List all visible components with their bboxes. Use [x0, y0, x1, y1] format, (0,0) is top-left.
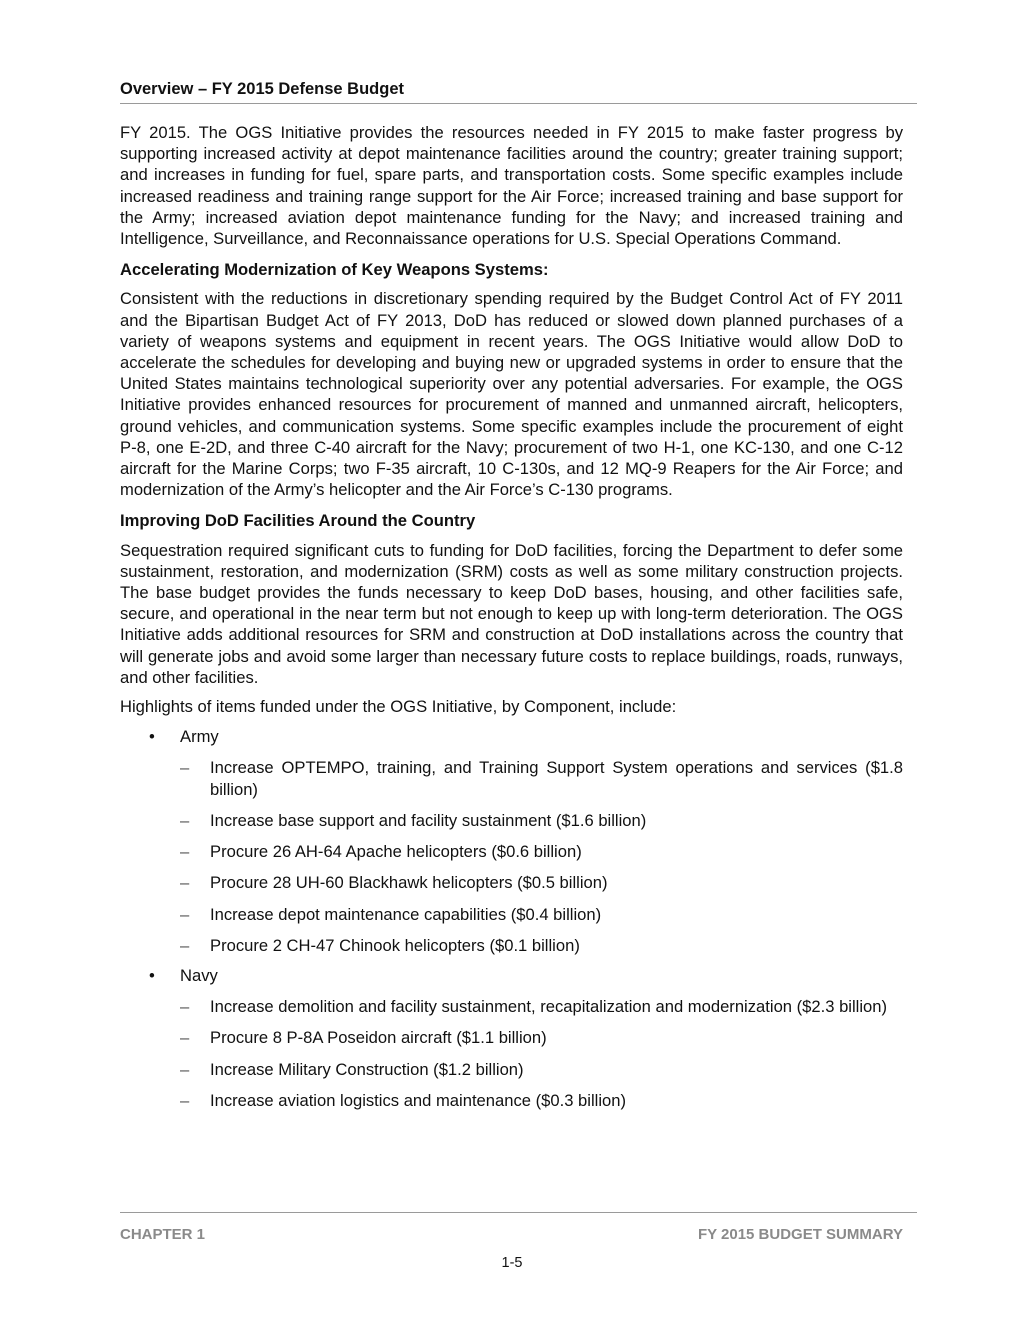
list-item-text: Procure 26 AH-64 Apache helicopters ($0.6 billion) — [210, 842, 582, 862]
list-item — [180, 810, 903, 831]
list-item — [180, 935, 903, 956]
dash-marker: – — [180, 1028, 190, 1048]
document-body — [120, 122, 903, 1111]
list-item — [180, 1027, 903, 1048]
intro-paragraph: FY 2015. The OGS Initiative provides the resources needed in FY 2015 to make faster progress by supporting increased activity at depot maintenance facilities around the country; greater training support; and increases in funding for fuel, spare parts, and transportation costs. Some specific examples include increased readiness and training range support for the Air Force; increased training and base support for the Army; increased aviation depot maintenance funding for the Navy; and increased training and Intelligence, Surveillance, and Reconnaissance operations for U.S. Special Operations Command. — [120, 123, 903, 249]
dash-marker: – — [180, 904, 190, 924]
list-item — [180, 841, 903, 862]
footer-chapter: CHAPTER 1 — [120, 1226, 206, 1243]
component-name: Army — [180, 727, 219, 747]
bullet-marker: • — [149, 965, 155, 985]
list-item — [180, 996, 903, 1017]
highlights-intro: Highlights of items funded under the OGS Initiative, by Component, include: — [120, 697, 677, 717]
dash-marker: – — [180, 1059, 190, 1079]
list-item-text: Increase depot maintenance capabilities ($0.4 billion) — [210, 904, 602, 924]
army-item-list — [180, 757, 903, 955]
footer-divider — [120, 1212, 917, 1213]
list-item — [180, 1090, 903, 1111]
component-item-army — [120, 726, 903, 956]
dash-marker: – — [180, 997, 190, 1017]
list-item-text: Procure 28 UH-60 Blackhawk helicopters ($0.5 billion) — [210, 873, 608, 893]
page-number: 1-5 — [501, 1255, 523, 1271]
list-item-text: Increase OPTEMPO, training, and Training Support System operations and services ($1.8 billion) — [210, 758, 903, 799]
list-item-text: Procure 2 CH-47 Chinook helicopters ($0.1 billion) — [210, 935, 580, 955]
page-header-title: Overview – FY 2015 Defense Budget — [120, 78, 917, 104]
dash-marker: – — [180, 935, 190, 955]
modernization-paragraph: Consistent with the reductions in discretionary spending required by the Budget Control Act of FY 2011 and the Bipartisan Budget Act of FY 2013, DoD has reduced or slowed down planned purchases of a variety of weapons systems and equipment in recent years. The OGS Initiative would allow DoD to accelerate the schedules for developing and buying new or upgraded systems in order to ensure that the United States maintains technological superiority over any potential adversaries. For example, the OGS Initiative provides enhanced resources for procurement of manned and unmanned aircraft, helicopters, ground vehicles, and communication systems. Some specific examples include the procurement of eight P-8, one E-2D, and three C-40 aircraft for the Navy; procurement of two H-1, one KC-130, and one C-12 aircraft for the Marine Corps; two F-35 aircraft, 10 C-130s, and 12 MQ-9 Reapers for the Air Force; and modernization of the Army’s helicopter and the Air Force’s C-130 programs. — [120, 289, 903, 500]
list-item — [180, 872, 903, 893]
component-item-navy — [120, 965, 903, 1111]
dash-marker: – — [180, 810, 190, 830]
navy-item-list — [180, 996, 903, 1111]
dash-marker: – — [180, 842, 190, 862]
list-item-text: Increase demolition and facility sustainment, recapitalization and modernization ($2.3 billion) — [210, 997, 888, 1017]
list-item-text: Procure 8 P-8A Poseidon aircraft ($1.1 billion) — [210, 1028, 547, 1048]
dash-marker: – — [180, 758, 190, 778]
bullet-marker: • — [149, 727, 155, 747]
list-item-text: Increase aviation logistics and maintenance ($0.3 billion) — [210, 1090, 627, 1110]
facilities-paragraph: Sequestration required significant cuts to funding for DoD facilities, forcing the Department to defer some sustainment, restoration, and modernization (SRM) costs as well as some military construction projects. The base budget provides the funds necessary to keep DoD bases, housing, and other facilities safe, secure, and operational in the near term but not enough to keep up with long-term deterioration. The OGS Initiative adds additional resources for SRM and construction at DoD installations across the country that will generate jobs and avoid some larger than necessary future costs to replace buildings, roads, runways, and other facilities. — [120, 540, 903, 687]
facilities-heading: Improving DoD Facilities Around the Country — [120, 511, 476, 531]
footer-budget-summary: FY 2015 BUDGET SUMMARY — [697, 1226, 903, 1243]
list-item — [180, 904, 903, 925]
list-item — [180, 757, 903, 799]
component-list — [120, 726, 903, 1111]
modernization-heading: Accelerating Modernization of Key Weapons Systems: — [120, 260, 549, 280]
component-name: Navy — [180, 965, 218, 985]
list-item-text: Increase Military Construction ($1.2 billion) — [210, 1059, 524, 1079]
list-item-text: Increase base support and facility sustainment ($1.6 billion) — [210, 810, 647, 830]
dash-marker: – — [180, 1090, 190, 1110]
dash-marker: – — [180, 873, 190, 893]
list-item — [180, 1059, 903, 1080]
